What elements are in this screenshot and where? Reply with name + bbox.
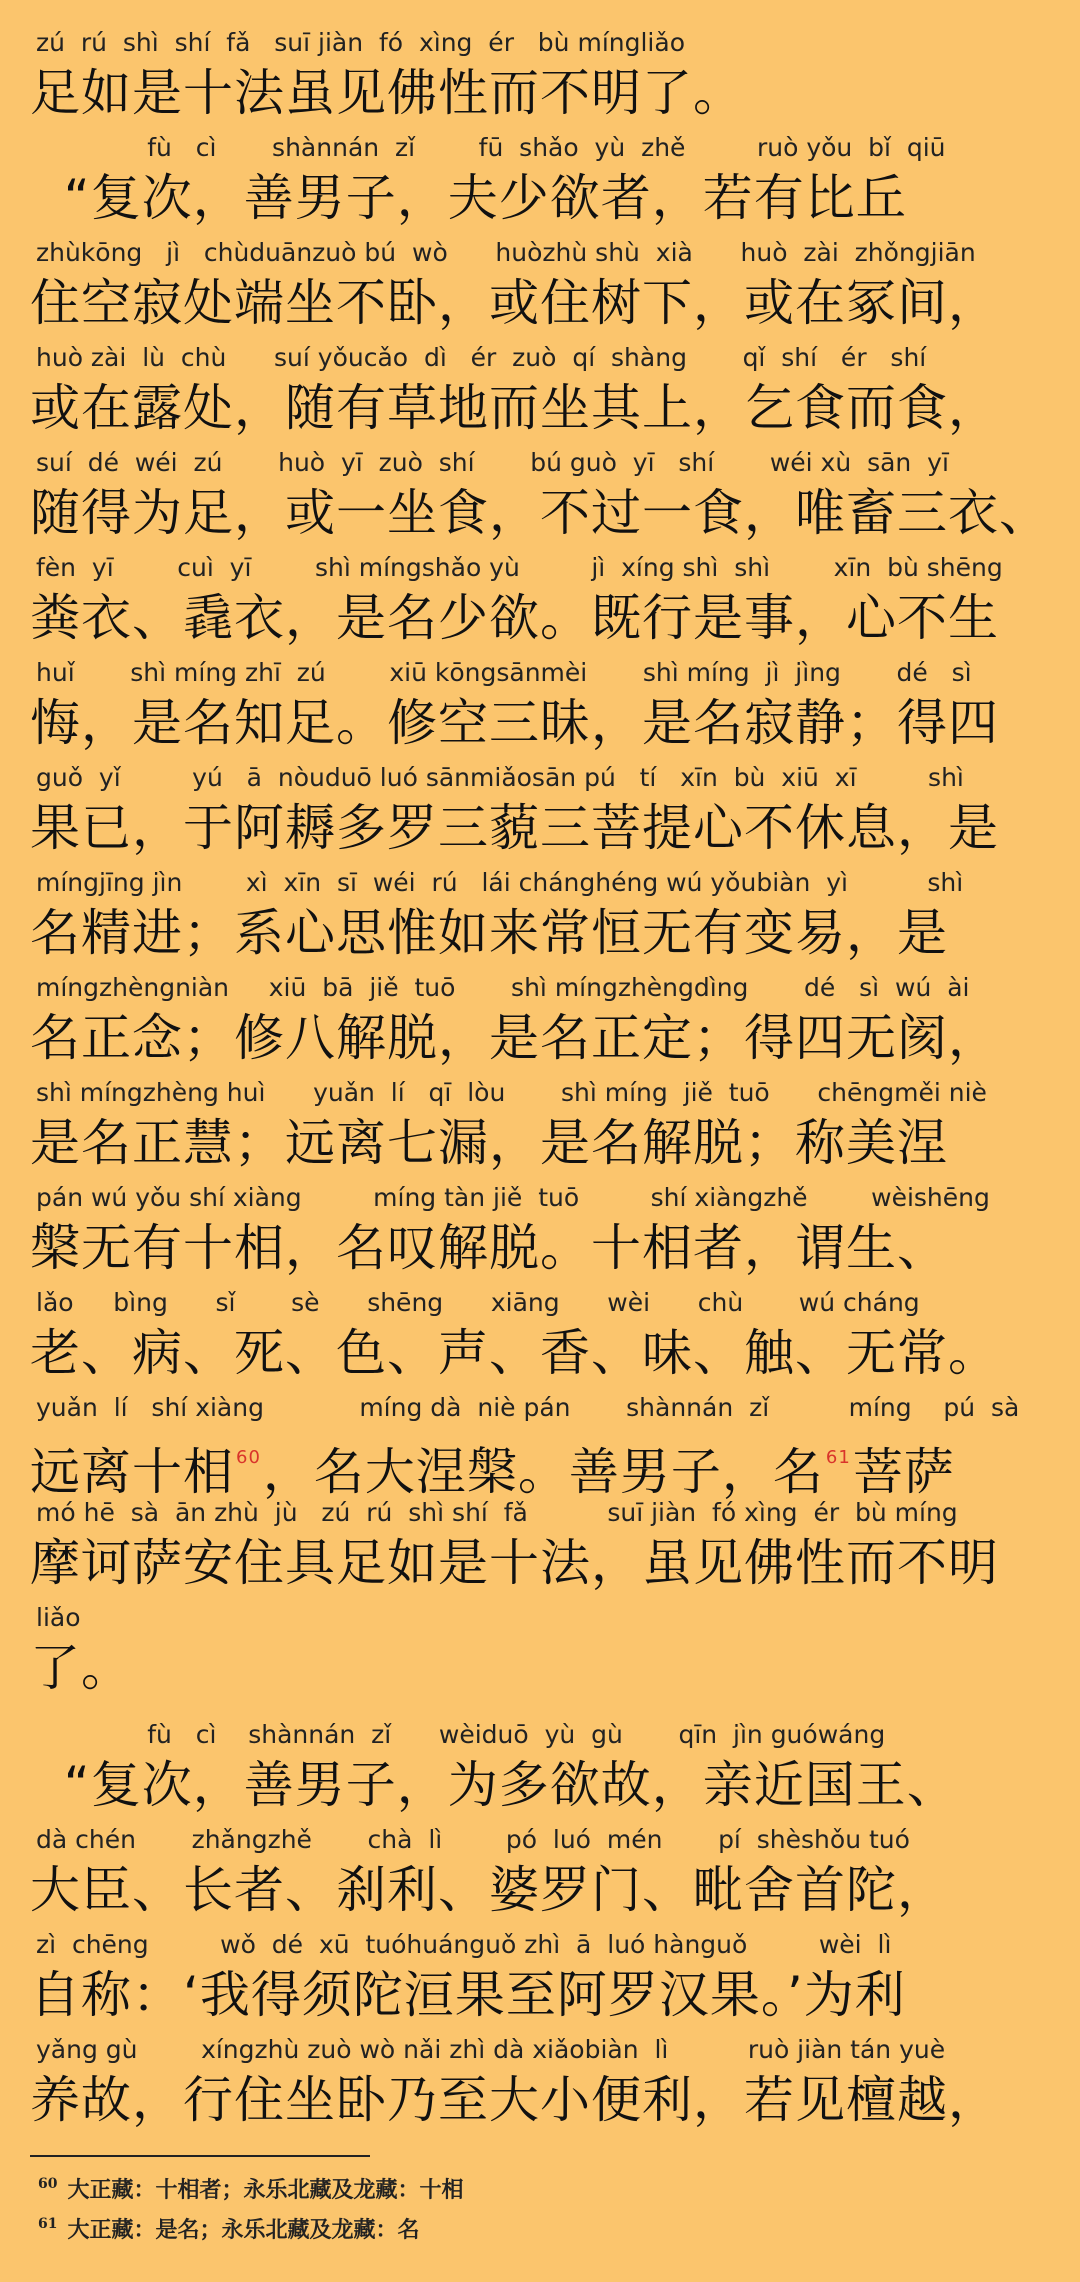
hanzi-row: “复次，善男子，为多欲故，亲近国王、	[30, 1756, 958, 1814]
hanzi-row: “复次，善男子，夫少欲者，若有比丘	[30, 169, 907, 227]
text-line	[0, 553, 1080, 658]
text-line	[0, 1720, 1080, 1825]
hanzi-row: 住空寂处端坐不卧，或住树下，或在冢间，	[30, 274, 999, 332]
pinyin-row: shì míngzhèng huì yuǎn lí qī lòu shì míng jiě tuō chēngměi niè	[36, 1078, 987, 1107]
pinyin-row: suí dé wéi zú huò yī zuò shí bú guò yī shí wéi xù sān yī	[36, 448, 949, 477]
footnote-61	[38, 2213, 420, 2244]
hanzi-row: 摩诃萨安住具足如是十法，虽见佛性而不明	[30, 1534, 999, 1592]
pinyin-row: fù cì shànnán zǐ wèiduō yù gù qīn jìn guówáng	[36, 1720, 886, 1749]
pinyin-row: huǐ shì míng zhī zú xiū kōngsānmèi shì míng jì jìng dé sì	[36, 658, 972, 687]
pinyin-row: míngzhèngniàn xiū bā jiě tuō shì míngzhèngdìng dé sì wú ài	[36, 973, 970, 1002]
text-line	[0, 133, 1080, 238]
hanzi-row: 是名正慧；远离七漏，是名解脱；称美涅	[30, 1114, 948, 1172]
pinyin-row: lǎo bìng sǐ sè shēng xiāng wèi chù wú cháng	[36, 1288, 920, 1317]
pinyin-row: dà chén zhǎngzhě chà lì pó luó mén pí shèshǒu tuó	[36, 1825, 910, 1854]
hanzi-row: 了。	[30, 1639, 132, 1697]
text-line	[0, 1498, 1080, 1603]
text-line	[0, 973, 1080, 1078]
pinyin-row: liǎo	[36, 1603, 81, 1632]
pinyin-row: yǎng gù xíngzhù zuò wò nǎi zhì dà xiǎobiàn lì ruò jiàn tán yuè	[36, 2035, 946, 2064]
hanzi-row: 足如是十法虽见佛性而不明了。	[30, 64, 744, 122]
hanzi-row: 果已，于阿耨多罗三藐三菩提心不休息，是	[30, 799, 999, 857]
pinyin-row: yuǎn lí shí xiàng míng dà niè pán shànnán zǐ míng pú sà	[36, 1393, 1020, 1422]
text-line	[0, 658, 1080, 763]
text-line	[0, 343, 1080, 448]
hanzi-row: 悔，是名知足。修空三昧，是名寂静；得四	[30, 694, 999, 752]
pinyin-row: mó hē sà ān zhù jù zú rú shì shí fǎ suī jiàn fó xìng ér bù míng	[36, 1498, 958, 1527]
pinyin-row: fù cì shànnán zǐ fū shǎo yù zhě ruò yǒu bǐ qiū	[36, 133, 946, 162]
hanzi-row	[30, 1427, 955, 1503]
hanzi-row: 粪衣、毳衣，是名少欲。既行是事，心不生	[30, 589, 999, 647]
hanzi-row: 大臣、长者、刹利、婆罗门、毗舍首陀，	[30, 1861, 948, 1919]
text-line	[0, 2035, 1080, 2140]
footnote-number: 60	[38, 2176, 58, 2192]
text-line	[0, 1393, 1080, 1501]
pinyin-row: pán wú yǒu shí xiàng míng tàn jiě tuō shí xiàngzhě wèishēng	[36, 1183, 990, 1212]
text-line	[0, 28, 1080, 133]
pinyin-row: guǒ yǐ yú ā nòuduō luó sānmiǎosān pú tí xīn bù xiū xī shì	[36, 763, 964, 792]
text-line	[0, 1288, 1080, 1393]
footnote-text: 大正藏：十相者；永乐北藏及龙藏：十相	[67, 2177, 464, 2203]
footnote-marker-61[interactable]: 61	[825, 1447, 851, 1468]
hanzi-row: 槃无有十相，名叹解脱。十相者，谓生、	[30, 1219, 948, 1277]
footnote-divider	[30, 2155, 370, 2157]
pinyin-row: zú rú shì shí fǎ suī jiàn fó xìng ér bù míngliǎo	[36, 28, 685, 57]
hanzi-segment: 菩萨	[852, 1443, 955, 1501]
footnote-marker-60[interactable]: 60	[236, 1447, 261, 1468]
text-line	[0, 1930, 1080, 2035]
footnote-60	[38, 2173, 464, 2204]
hanzi-row: 老、病、死、色、声、香、味、触、无常。	[30, 1324, 999, 1382]
text-line	[0, 763, 1080, 868]
hanzi-row: 随得为足，或一坐食，不过一食，唯畜三衣、	[30, 484, 1050, 542]
footnote-number: 61	[38, 2216, 58, 2232]
text-line	[0, 868, 1080, 973]
hanzi-row: 名正念；修八解脱，是名正定；得四无阂，	[30, 1009, 999, 1067]
pinyin-row: zhùkōng jì chùduānzuò bú wò huòzhù shù xià huò zài zhǒngjiān	[36, 238, 976, 267]
text-line	[0, 1603, 1080, 1708]
hanzi-segment: 远离十相	[30, 1443, 234, 1501]
hanzi-row: 养故，行住坐卧乃至大小便利，若见檀越，	[30, 2071, 999, 2129]
footnote-text: 大正藏：是名；永乐北藏及龙藏：名	[67, 2217, 420, 2243]
pinyin-row: huò zài lù chù suí yǒucǎo dì ér zuò qí shàng qǐ shí ér shí	[36, 343, 927, 372]
hanzi-row: 或在露处，随有草地而坐其上，乞食而食，	[30, 379, 999, 437]
text-line	[0, 1825, 1080, 1930]
hanzi-row: 名精进；系心思惟如来常恒无有变易，是	[30, 904, 948, 962]
pinyin-row: zì chēng wǒ dé xū tuóhuánguǒ zhì ā luó hànguǒ wèi lì	[36, 1930, 892, 1959]
pinyin-row: fèn yī cuì yī shì míngshǎo yù jì xíng shì shì xīn bù shēng	[36, 553, 1003, 582]
text-line	[0, 448, 1080, 553]
hanzi-row: 自称：‘我得须陀洹果至阿罗汉果。’为利	[30, 1966, 906, 2024]
pinyin-row: míngjīng jìn xì xīn sī wéi rú lái chánghéng wú yǒubiàn yì shì	[36, 868, 964, 897]
text-line	[0, 1078, 1080, 1183]
hanzi-segment: ，名大涅槃。善男子，名	[262, 1443, 824, 1501]
text-line	[0, 1183, 1080, 1288]
text-line	[0, 238, 1080, 343]
